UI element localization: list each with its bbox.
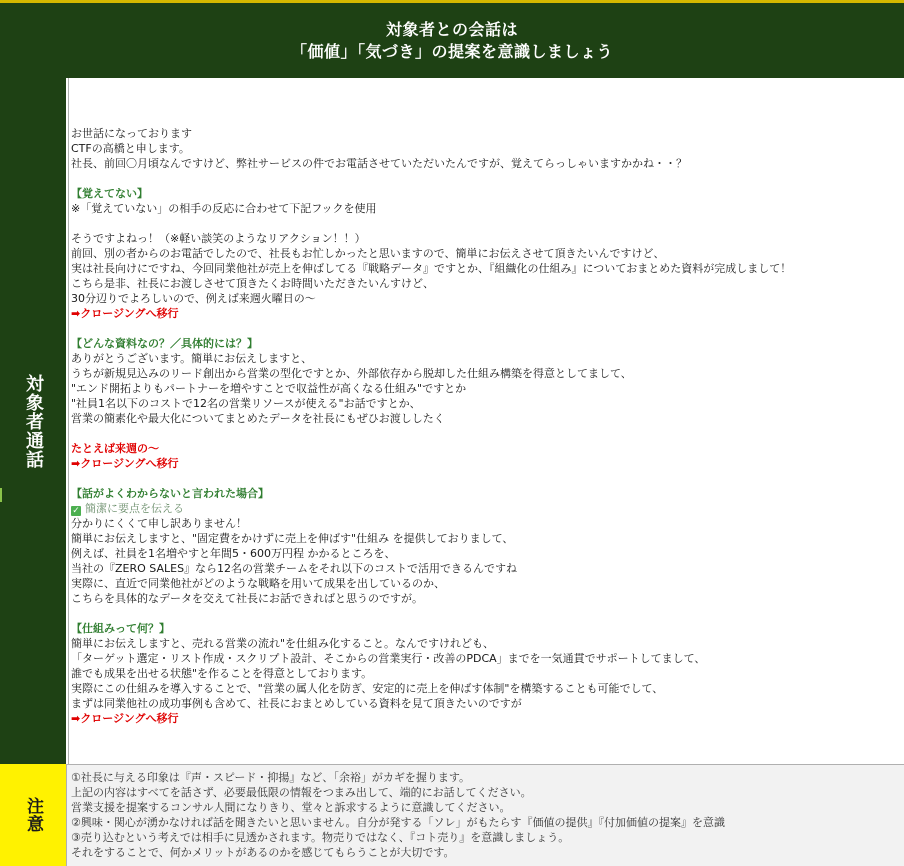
- call-script: [71, 126, 903, 726]
- script-line: 実際にこの仕組みを導入することで、"営業の属人化を防ぎ、安定的に売上を伸ばす体制"を構築することも可能でして、: [71, 682, 664, 695]
- caution-line: それをすることで、何かメリットがあるのかを感じてもらうことが大切です。: [71, 846, 455, 859]
- caution-line: ③売り込むという考えでは相手に見透かされます。物売りではなく、『コト売り』を意識しましょう。: [71, 831, 570, 844]
- script-line: CTFの高橋と申します。: [71, 142, 190, 155]
- script-line: 実は社長向けにですね、今回同業他社が売上を伸ばしてる『戦略データ』ですとか、『組織化の仕組み』についておまとめた資料が完成しまして！: [71, 262, 792, 275]
- script-content: [68, 78, 904, 764]
- heading-what-material: 【どんな資料なの？／具体的には？】: [71, 337, 258, 350]
- script-line: うちが新規見込みのリード創出から営業の型化ですとか、外部依存から脱却した仕組み構築を得意としてまして、: [71, 367, 632, 380]
- script-line: まずは同業他社の成功事例も含めて、社長におまとめしている資料を見て頂きたいのですが: [71, 697, 522, 710]
- script-line: 「ターゲット選定・リスト作成・スクリプト設計、そこからの営業実行・改善のPDCA」までを一気通貫でサポートしてまして、: [71, 652, 706, 665]
- script-line: お世話になっております: [71, 127, 192, 140]
- closing-transition: ➡クロージングへ移行: [71, 712, 179, 725]
- caution-line: ②興味・関心が湧かなければ話を聞きたいと思いません。自分が発する「ソレ」がもたらす『価値の提供』『付加価値の提案』を意識: [71, 816, 726, 829]
- caution-line: 営業支援を提案するコンサル人間になりきり、堂々と訴求するように意識してください。: [71, 801, 511, 814]
- script-line: 分かりにくくて申し訳ありません！: [71, 517, 247, 530]
- header-title-line2: 「価値」「気づき」の提案を意識しましょう: [290, 41, 613, 61]
- header-title-line1: 対象者との会話は: [385, 19, 518, 39]
- heading-not-understood: 【話がよくわからないと言われた場合】: [71, 487, 269, 500]
- script-line: こちら是非、社長にお渡しさせて頂きたくお時間いただきたいんすけど、: [71, 277, 434, 290]
- left-edge-marker: [0, 488, 2, 502]
- script-line: 前回、別の者からのお電話でしたので、社長もお忙しかったと思いますので、簡単にお伝えさせて頂きたいんですけど、: [71, 247, 665, 260]
- caution-line: ①社長に与える印象は『声・スピード・抑揚』など、「余裕」がカギを握ります。: [71, 771, 471, 784]
- next-week-prompt: たとえば来週の〜: [71, 442, 159, 455]
- script-line: 当社の『ZERO SALES』なら12名の営業チームをそれ以下のコストで活用できるんですね: [71, 562, 518, 575]
- script-line: ありがとうございます。簡単にお伝えしますと、: [71, 352, 313, 365]
- script-line: 社長、前回〇月頃なんですけど、弊社サービスの件でお電話させていただいたんですが、覚えてらっしゃいますかかね・・？: [71, 157, 687, 170]
- closing-transition: ➡クロージングへ移行: [71, 457, 179, 470]
- script-line: 営業の簡素化や最大化についてまとめたデータを社長にもぜひお渡ししたく: [71, 412, 445, 425]
- caution-label: 注意: [23, 797, 43, 833]
- script-line: 実際に、直近で同業他社がどのような戦略を用いて成果を出しているのか、: [71, 577, 445, 590]
- script-line: 簡単にお伝えしますと、"固定費をかけずに売上を伸ばす"仕組み を提供しておりまして、: [71, 532, 514, 545]
- page-header: [0, 0, 904, 78]
- script-line: "エンド開拓よりもパートナーを増やすことで収益性が高くなる仕組み"ですとか: [71, 382, 467, 395]
- heading-not-remember: 【覚えてない】: [71, 187, 148, 200]
- caution-line: 上記の内容はすべてを話さず、必要最低限の情報をつまみ出して、端的にお話してください。: [71, 786, 532, 799]
- checkbox-checked-icon: ✓: [72, 506, 80, 516]
- script-line: そうですよねっ！（※軽い談笑のようなリアクション！！）: [71, 232, 366, 245]
- heading-what-system: 【仕組みって何？】: [71, 622, 170, 635]
- script-line: 誰でも成果を出せる状態"を作ることを得意としております。: [71, 667, 373, 680]
- checklist-item: [71, 501, 903, 516]
- script-line: 30分辺りでよろしいので、例えば来週火曜日の〜: [71, 292, 316, 305]
- script-line: 例えば、社員を1名増やすと年間5・600万円程 かかるところを、: [71, 547, 396, 560]
- caution-notes: [66, 764, 904, 866]
- script-note: ※「覚えていない」の相手の反応に合わせて下記フックを使用: [71, 202, 377, 215]
- closing-transition: ➡クロージングへ移行: [71, 307, 179, 320]
- script-line: "社員1名以下のコストで12名の営業リソースが使える"お話ですとか、: [71, 397, 421, 410]
- script-line: 簡単にお伝えしますと、売れる営業の流れ"を仕組み化すること。なんですけれども、: [71, 637, 495, 650]
- caution-label-bar: [0, 764, 66, 866]
- checklist-label: 簡潔に要点を伝える: [85, 502, 184, 515]
- section-label-bar: [0, 78, 66, 764]
- script-line: こちらを具体的なデータを交えて社長にお話できればと思うのですが。: [71, 592, 423, 605]
- section-label: 対象者通話: [23, 373, 44, 469]
